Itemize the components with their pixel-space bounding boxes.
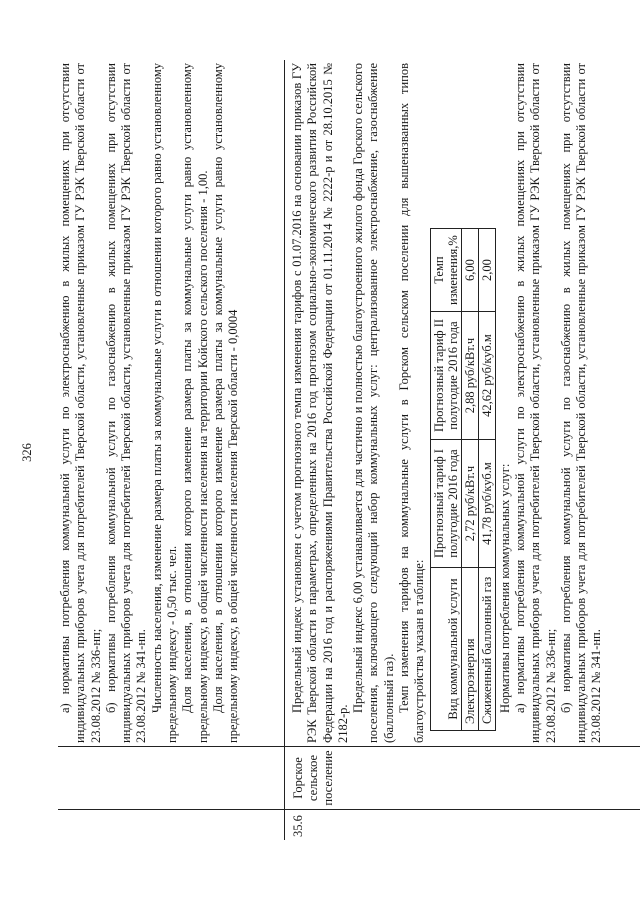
paragraph: Темп изменения тарифов на коммунальные услуги в Горском сельском поселении для вышеназванных типов благоустройства указан в таблице: — [397, 63, 427, 743]
tariff-table — [430, 228, 496, 731]
cell-change-rate: 6,00 — [461, 229, 478, 312]
paragraph: Предельный индекс установлен с учетом прогнозного темпа изменения тарифов с 01.07.2016 на основании приказов ГУ РЭК Тверской области в параметрах, определенных на 2016 год прогнозом социально-экономического развития Российской Федерации на 2016 год и распоряжениями Правительства Российской Федерации от 01.11.2014 № 2222-р и от 28.10.2015 № 2182-р. — [290, 63, 350, 743]
paragraph: Численность населения, изменение размера платы за коммунальные услуги в отношении которого равно установленному предельному индексу - 0,50 тыс. чел. — [149, 63, 180, 743]
paragraph: б) нормативы потребления коммунальной услуги по газоснабжению в жилых помещениях при отсутствии индивидуальных приборов учета для потребителей Тверской области, установленные приказом ГУ РЭК Тверской области от 23.08.2012 № 341-нп. — [558, 63, 604, 743]
paragraph: Предельный индекс 6,00 устанавливается для частично и полностью благоустроенного жилого фонда Горского сельского поселения, включающего следующий набор коммунальных услуг: централизованное электроснабжение, газоснабжение (баллонный газ). — [351, 63, 396, 743]
paragraph: Доля населения, в отношении которого изменение размера платы за коммунальные услуги равно установленному предельному индексу, в общей численности населения Тверской области - 0,0004 — [210, 63, 241, 743]
paragraph: Нормативы потребления коммунальных услуг: — [497, 463, 512, 713]
row-separator — [284, 60, 285, 840]
header-tariff-h1: Прогнозный тариф I полугодие 2016 года — [430, 440, 461, 568]
paragraph: Доля населения, в отношении которого изменение размера платы за коммунальные услуги равно установленному предельному индексу, в общей численности населения на территории Койского сельского поселения - 1,00. — [180, 63, 210, 743]
cell-service: Электроэнергия — [461, 568, 478, 731]
table-row — [461, 229, 478, 731]
header-service: Вид коммунальной услуги — [430, 568, 461, 731]
cell-tariff-h2: 42,62 руб/куб.м — [478, 312, 495, 440]
cell-tariff-h1: 41,78 руб/куб.м — [478, 440, 495, 568]
table-row — [478, 229, 495, 731]
cell-tariff-h1: 2,72 руб/кВт.ч — [461, 440, 478, 568]
header-change-rate: Темп изменения,% — [430, 229, 461, 312]
settlement-name: Горское сельское поселение — [291, 750, 335, 806]
cell-tariff-h2: 2,88 руб/кВт.ч — [461, 312, 478, 440]
paragraph: а) нормативы потребления коммунальной услуги по электроснабжению в жилых помещениях при отсутствии индивидуальных приборов учета для потребителей Тверской области, установленные приказом ГУ РЭК Тверской области от 23.08.2012 № 336-нп; — [512, 63, 558, 743]
table-header-row — [430, 229, 461, 731]
upper-section — [58, 63, 242, 743]
page-number: 326 — [20, 443, 34, 462]
header-tariff-h2: Прогнозный тариф II полугодие 2016 года — [430, 312, 461, 440]
column-divider-settlement — [58, 746, 640, 747]
column-divider-number — [58, 809, 640, 810]
paragraph: а) нормативы потребления коммунальной услуги по электроснабжению в жилых помещениях при отсутствии индивидуальных приборов учета для потребителей Тверской области, установленные приказом ГУ РЭК Тверской области от 23.08.2012 № 336-нп; — [58, 63, 103, 743]
cell-service: Сжиженный баллонный газ — [478, 568, 495, 731]
settlement-description — [290, 63, 605, 743]
cell-change-rate: 2,00 — [478, 229, 495, 312]
row-number: 35.6 — [291, 815, 305, 837]
paragraph: б) нормативы потребления коммунальной услуги по газоснабжению в жилых помещениях при отсутствии индивидуальных приборов учета для потребителей Тверской области, установленные приказом ГУ РЭК Тверской области от 23.08.2012 № 341-нп. — [103, 63, 149, 743]
